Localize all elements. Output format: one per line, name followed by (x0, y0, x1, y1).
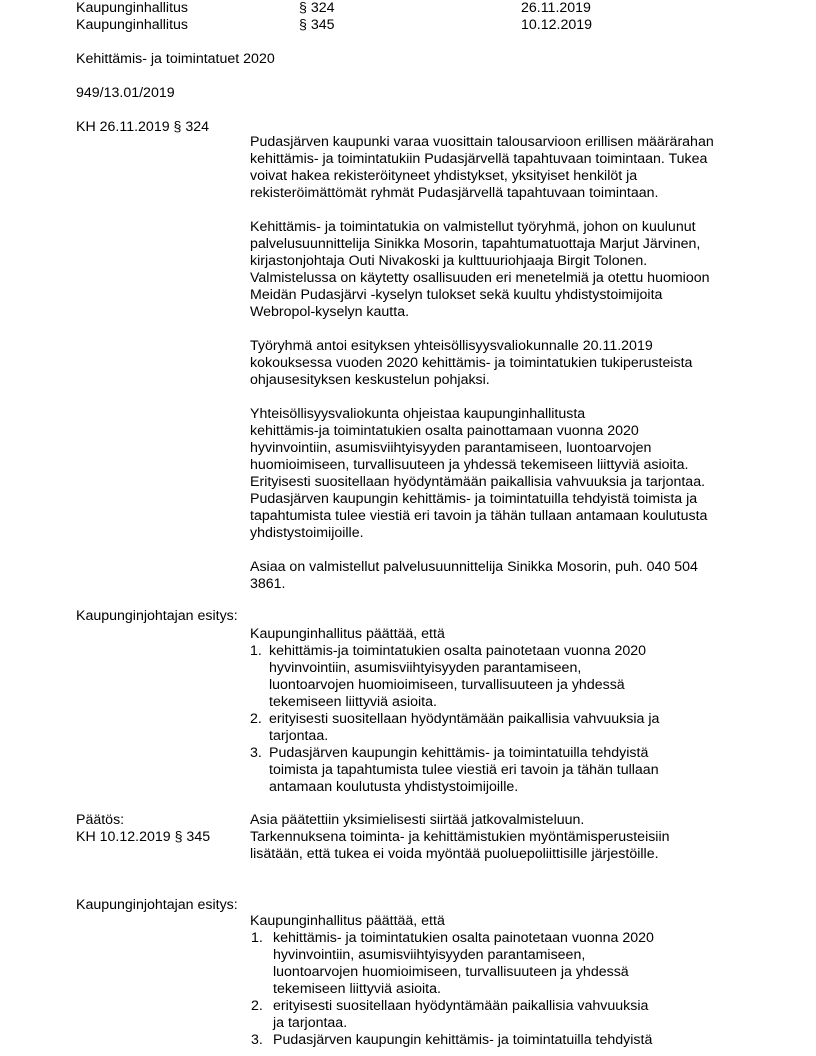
list-number: 2. (250, 711, 262, 727)
list-line: Pudasjärven kaupungin kehittämis- ja toimintatuilla tehdyistä (269, 745, 649, 761)
paragraph-line: Yhteisöllisyysvaliokunta ohjeistaa kaupunginhallitusta (250, 406, 586, 422)
proposal-intro-1: Kaupunginhallitus päättää, että (250, 626, 445, 642)
paragraph-line: kirjastonjohtaja Outi Nivakoski ja kulttuuriohjaaja Birgit Tolonen. (250, 253, 648, 269)
list-line: hyvinvointiin, asumisviihtyisyyden parantamiseen, (269, 660, 582, 676)
paragraph-line: voivat hakea rekisteröityneet yhdistykset, yksityiset henkilöt ja (250, 168, 638, 184)
paragraph-3 (250, 338, 770, 389)
list-item (251, 930, 771, 998)
list-item (250, 711, 770, 745)
decision-text (250, 812, 770, 863)
proposal-label-1: Kaupunginjohtajan esitys: (76, 608, 238, 624)
paragraph-line: kokouksessa vuoden 2020 kehittämis- ja toimintatukien tukiperusteista (250, 355, 693, 371)
header-date-1: 26.11.2019 (521, 0, 591, 16)
header-date-2: 10.12.2019 (521, 17, 593, 33)
paragraph-line: tapahtumista tulee viestiä eri tavoin ja tähän tullaan antamaan koulutusta (250, 508, 708, 524)
list-line: luontoarvojen huomioimiseen, turvallisuuteen ja yhdessä (269, 677, 625, 693)
list-item (251, 998, 771, 1032)
list-number: 2. (251, 998, 263, 1014)
list-line: luontoarvojen huomioimiseen, turvallisuuteen ja yhdessä (273, 964, 629, 980)
kh-reference-1: KH 26.11.2019 § 324 (76, 119, 210, 135)
paragraph-line: rekisteröimättömät ryhmät Pudasjärvellä tapahtuvaan toimintaan. (250, 185, 659, 201)
list-line: kehittämis-ja toimintatukien osalta painotetaan vuonna 2020 (269, 643, 647, 659)
proposal-list-2 (251, 930, 771, 1049)
header-section-1: § 324 (299, 0, 335, 16)
paragraph-line: Pudasjärven kaupunki varaa vuosittain talousarvioon erillisen määrärahan (250, 134, 714, 150)
header-body-1: Kaupunginhallitus (76, 0, 189, 16)
paragraph-5 (250, 559, 770, 593)
paragraph-line: ohjausesityksen keskustelun pohjaksi. (250, 372, 490, 388)
decision-label: Päätös: (76, 812, 125, 828)
list-line: tekemiseen liittyviä asioita. (273, 981, 441, 997)
paragraph-line: kehittämis-ja toimintatukien osalta painottamaan vuonna 2020 (250, 423, 639, 439)
paragraph-line: Asiaa on valmistellut palvelusuunnittelija Sinikka Mosorin, puh. 040 504 (250, 559, 698, 575)
list-line: tekemiseen liittyviä asioita. (269, 694, 437, 710)
paragraph-1 (250, 134, 770, 202)
list-line: erityisesti suositellaan hyödyntämään paikallisia vahvuuksia (273, 998, 649, 1014)
list-item (250, 745, 770, 796)
paragraph-line: Meidän Pudasjärvi -kyselyn tulokset sekä kuultu yhdistystoimijoita (250, 287, 663, 303)
paragraph-line: Pudasjärven kaupungin kehittämis- ja toimintatuilla tehdyistä toimista ja (250, 491, 698, 507)
list-line: ja tarjontaa. (273, 1015, 348, 1031)
list-number: 1. (250, 643, 262, 659)
paragraph-line: hyvinvointiin, asumisviihtyisyyden parantamiseen, luontoarvojen (250, 440, 652, 456)
paragraph-line: Webropol-kyselyn kautta. (250, 304, 410, 320)
paragraph-line: Erityisesti suositellaan hyödyntämään paikallisia vahvuuksia ja tarjontaa. (250, 474, 706, 490)
decision-line: lisätään, että tukea ei voida myöntää puoluepoliittisille järjestöille. (250, 846, 659, 862)
list-line: tarjontaa. (269, 728, 329, 744)
list-item (251, 1032, 771, 1049)
list-line: antamaan koulutusta yhdistystoimijoille. (269, 779, 519, 795)
paragraph-line: palvelusuunnittelija Sinikka Mosorin, tapahtumatuottaja Marjut Järvinen, (250, 236, 701, 252)
paragraph-line: Valmistelussa on käytetty osallisuuden eri menetelmiä ja otettu huomioon (250, 270, 710, 286)
list-number: 3. (251, 1032, 263, 1048)
proposal-label-2: Kaupunginjohtajan esitys: (76, 897, 238, 913)
paragraph-2 (250, 219, 770, 321)
proposal-intro-2: Kaupunginhallitus päättää, että (250, 913, 445, 929)
paragraph-line: huomioimiseen, turvallisuuteen ja yhdessä tekemiseen liittyviä asioita. (250, 457, 689, 473)
header-section-2: § 345 (299, 17, 335, 33)
list-line: kehittämis- ja toimintatukien osalta painotetaan vuonna 2020 (273, 930, 654, 946)
list-line: hyvinvointiin, asumisviihtyisyyden parantamiseen, (273, 947, 586, 963)
paragraph-4 (250, 406, 770, 542)
paragraph-line: 3861. (250, 576, 286, 592)
record-number: 949/13.01/2019 (76, 85, 175, 101)
decision-line: Asia päätettiin yksimielisesti siirtää jatkovalmisteluun. (250, 812, 585, 828)
list-item (250, 643, 770, 711)
list-line: toimista ja tapahtumista tulee viestiä eri tavoin ja tähän tullaan (269, 762, 659, 778)
decision-line: Tarkennuksena toiminta- ja kehittämistukien myöntämisperusteisiin (250, 829, 670, 845)
paragraph-line: Työryhmä antoi esityksen yhteisöllisyysvaliokunnalle 20.11.2019 (250, 338, 653, 354)
paragraph-line: yhdistystoimijoille. (250, 525, 364, 541)
list-number: 3. (250, 745, 262, 761)
list-number: 1. (251, 930, 263, 946)
header-body-2: Kaupunginhallitus (76, 17, 189, 33)
paragraph-line: kehittämis- ja toimintatukiin Pudasjärvellä tapahtuvaan toimintaan. Tukea (250, 151, 708, 167)
list-line: Pudasjärven kaupungin kehittämis- ja toimintatuilla tehdyistä (273, 1032, 653, 1048)
list-line: erityisesti suositellaan hyödyntämään paikallisia vahvuuksia ja (269, 711, 660, 727)
paragraph-line: Kehittämis- ja toimintatukia on valmistellut työryhmä, johon on kuulunut (250, 219, 696, 235)
page-title: Kehittämis- ja toimintatuet 2020 (76, 51, 275, 67)
proposal-list-1 (250, 643, 770, 796)
kh-reference-2: KH 10.12.2019 § 345 (76, 829, 211, 845)
